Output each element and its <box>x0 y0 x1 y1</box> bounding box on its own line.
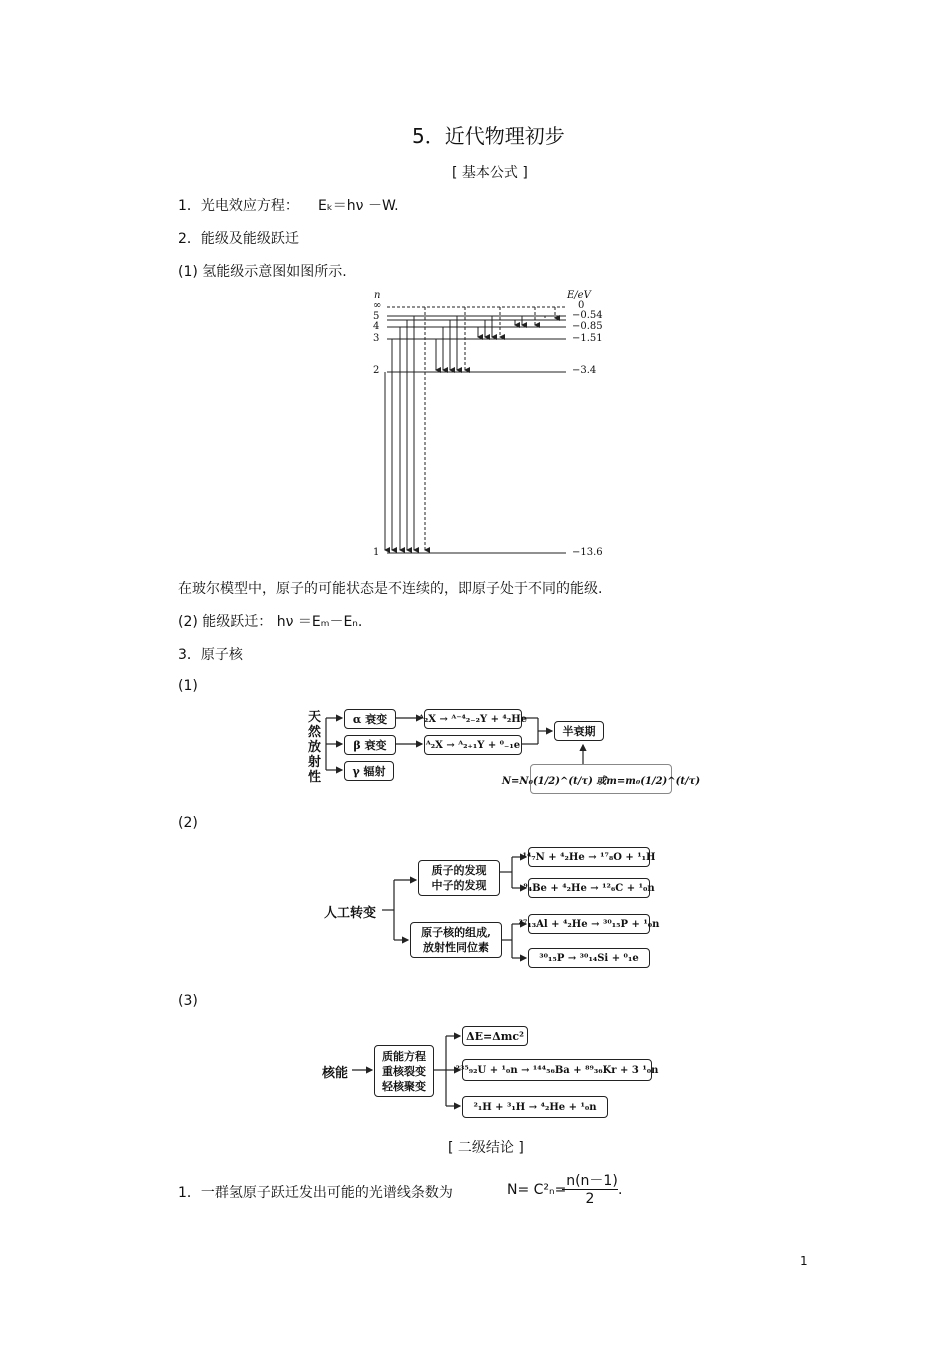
level-n-4: 4 <box>373 321 380 332</box>
node-line1: 质能方程 <box>382 1049 426 1063</box>
alpha-equation: ᴬ₂X → ᴬ⁻⁴₂₋₂Y + ⁴₂He <box>424 709 522 729</box>
gamma-radiation-node: γ 辐射 <box>344 761 394 781</box>
section-secondary-conclusions: [ 二级结论 ] <box>448 1140 524 1156</box>
formula-period: . <box>618 1182 623 1198</box>
level-n-1: 1 <box>373 547 380 558</box>
section-basic-formulas: [ 基本公式 ] <box>452 165 528 181</box>
node-a-line1: 质子的发现 <box>431 864 487 877</box>
diagram1-root: 天然放射性 <box>308 710 322 785</box>
node-line3: 轻核聚变 <box>382 1079 426 1093</box>
alpha-decay-node: α 衰变 <box>344 709 396 729</box>
diagram3-eq1: ΔE=Δmc² <box>462 1026 528 1046</box>
item1-formula: Eₖ＝hν －W. <box>318 198 399 214</box>
level-e-4: −0.85 <box>572 321 603 332</box>
nuclear-energy-node <box>374 1045 434 1097</box>
diagram2-eq2: ⁹₄Be + ⁴₂He → ¹²₆C + ¹₀n <box>528 878 650 898</box>
node-a-line2: 中子的发现 <box>431 879 487 892</box>
item1-label: 1．光电效应方程： <box>178 198 299 214</box>
diagram2-root: 人工转变 <box>324 906 377 921</box>
level-e-5: −0.54 <box>572 310 603 321</box>
nucleus-composition-node <box>410 922 502 958</box>
level-e-inf: 0 <box>578 300 585 311</box>
fraction-bar <box>562 1189 618 1190</box>
diagram3-eq3: ²₁H + ³₁H → ⁴₂He + ¹₀n <box>462 1096 608 1118</box>
item2-label: 2．能级及能级跃迁 <box>178 231 299 247</box>
node-line2: 重核裂变 <box>382 1064 426 1078</box>
diagram2-eq3: ²⁷₁₃Al + ⁴₂He → ³⁰₁₅P + ¹₀n <box>528 914 650 934</box>
level-e-1: −13.6 <box>572 547 603 558</box>
level-n-5: 5 <box>373 311 380 322</box>
diagram3-root: 核能 <box>322 1066 349 1081</box>
page-title: 5．近代物理初步 <box>412 124 565 148</box>
proton-neutron-discovery-node <box>418 860 500 896</box>
item2-sub2: (2) 能级跃迁： hν ＝Eₘ－Eₙ. <box>178 614 363 630</box>
bohr-text: 在玻尔模型中，原子的可能状态是不连续的，即原子处于不同的能级. <box>178 581 603 597</box>
diagram2-label: (2) <box>178 815 198 831</box>
conclusion1-formula-denominator: 2 <box>585 1191 595 1207</box>
item3-label: 3．原子核 <box>178 647 243 663</box>
half-life-formula: N=N₀(1/2)^(t/τ) 或m=m₀(1/2)^(t/τ) <box>530 764 672 794</box>
level-n-inf: ∞ <box>373 300 382 311</box>
diagram3-eq2: ²³⁵₉₂U + ¹₀n → ¹⁴⁴₅₆Ba + ⁸⁹₃₆Kr + 3 ¹₀n <box>462 1059 652 1081</box>
diagram3-label: (3) <box>178 993 198 1009</box>
beta-equation: ᴬ₂X → ᴬ₂₊₁Y + ⁰₋₁e <box>424 735 522 755</box>
level-n-3: 3 <box>373 333 380 344</box>
level-e-2: −3.4 <box>572 365 597 376</box>
conclusion1-formula-numerator: n(n－1) <box>566 1173 618 1189</box>
node-b-line2: 放射性同位素 <box>423 941 489 954</box>
level-n-2: 2 <box>373 365 380 376</box>
energy-n-axis-label: n <box>374 290 381 301</box>
diagram2-eq4: ³⁰₁₅P → ³⁰₁₄Si + ⁰₁e <box>528 948 650 968</box>
node-b-line1: 原子核的组成, <box>421 926 491 939</box>
beta-decay-node: β 衰变 <box>344 735 396 755</box>
conclusion1-formula-left: N= C²ₙ= <box>507 1182 567 1198</box>
diagram2-eq1: ¹⁴₇N + ⁴₂He → ¹⁷₈O + ¹₁H <box>528 847 650 867</box>
page-number: 1 <box>800 1254 808 1268</box>
item2-sub1: (1) 氢能级示意图如图所示. <box>178 264 347 280</box>
energy-e-axis-label: E/eV <box>567 290 591 301</box>
half-life-node: 半衰期 <box>554 721 604 741</box>
level-e-3: −1.51 <box>572 333 603 344</box>
conclusion1-text: 1．一群氢原子跃迁发出可能的光谱线条数为 <box>178 1185 453 1201</box>
diagram1-label: (1) <box>178 678 198 694</box>
